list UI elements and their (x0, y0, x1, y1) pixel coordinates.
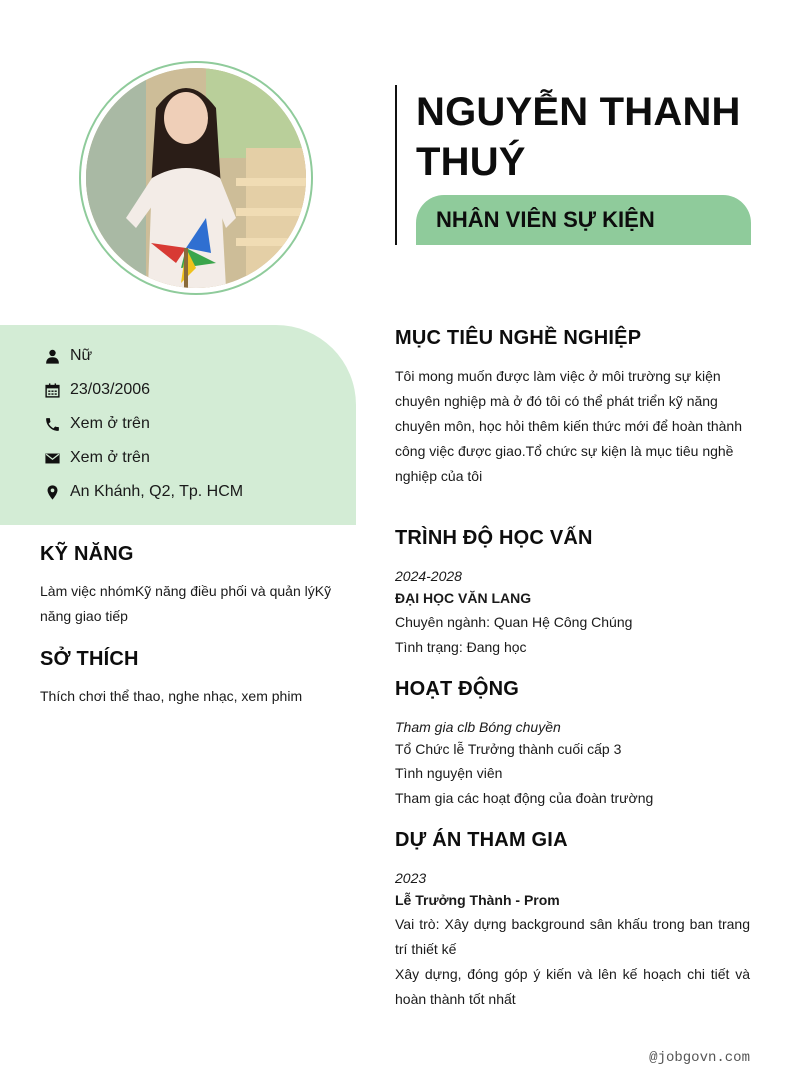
address-value: An Khánh, Q2, Tp. HCM (70, 483, 244, 500)
projects-title: DỰ ÁN THAM GIA (395, 829, 568, 851)
job-title-badge: NHÂN VIÊN SỰ KIỆN (416, 195, 751, 245)
contact-birthday (44, 378, 150, 402)
contact-gender (44, 344, 92, 368)
activity-item: Tổ Chức lễ Trưởng thành cuối cấp 3 (395, 741, 622, 757)
education-title: TRÌNH ĐỘ HỌC VẤN (395, 527, 593, 549)
email-value: Xem ở trên (70, 449, 150, 466)
phone-value: Xem ở trên (70, 415, 150, 432)
hobbies-text: Thích chơi thể thao, nghe nhạc, xem phim (40, 688, 303, 704)
project-task: Xây dựng, đóng góp ý kiến và lên kế hoạch chi tiết và hoàn thành tốt nhất (395, 966, 750, 1007)
project-name: Lễ Trưởng Thành - Prom (395, 892, 560, 908)
skills-text: Làm việc nhómKỹ năng điều phối và quản lýKỹ năng giao tiếp (40, 583, 332, 624)
project-role: Vai trò: Xây dựng background sân khấu trong ban trang trí thiết kế (395, 916, 750, 957)
activity-item: Tình nguyện viên (395, 765, 503, 781)
education-school: ĐẠI HỌC VĂN LANG (395, 590, 532, 606)
location-pin-icon (44, 484, 61, 501)
contact-address (44, 480, 243, 504)
header-block (395, 85, 755, 245)
education-status: Tình trạng: Đang học (395, 639, 527, 655)
profile-photo (86, 68, 306, 288)
objective-title: MỤC TIÊU NGHỀ NGHIỆP (395, 327, 642, 349)
mail-icon (44, 450, 61, 467)
objective-text: Tôi mong muốn được làm việc ở môi trường sự kiện chuyên nghiệp mà ở đó tôi có thể phát triển kỹ năng chuyên môn, học hỏi thêm kiến thức mới để hoàn thành công việc được giao.Tổ chức sự kiện là mục tiêu nghề nghiệp của tôi (395, 368, 742, 484)
contact-phone (44, 412, 150, 436)
person-icon (44, 348, 61, 365)
profile-photo-illustration (86, 68, 306, 288)
education-period: 2024-2028 (395, 568, 462, 584)
profile-photo-frame (79, 61, 313, 295)
birthday-value: 23/03/2006 (70, 381, 151, 398)
skills-title: KỸ NĂNG (40, 543, 134, 565)
hobbies-title: SỞ THÍCH (40, 648, 139, 670)
candidate-name: NGUYỄN THANH THUÝ (416, 90, 741, 184)
activities-heading: Tham gia clb Bóng chuyền (395, 719, 561, 735)
phone-icon (44, 416, 61, 433)
gender-value: Nữ (70, 347, 93, 364)
watermark: @jobgovn.com (649, 1050, 750, 1066)
calendar-icon (44, 382, 61, 399)
project-year: 2023 (395, 870, 427, 886)
activities-title: HOẠT ĐỘNG (395, 678, 520, 700)
education-major: Chuyên ngành: Quan Hệ Công Chúng (395, 614, 633, 630)
activity-item: Tham gia các hoạt động của đoàn trường (395, 790, 654, 806)
contact-email (44, 446, 150, 470)
contact-panel (0, 325, 356, 525)
